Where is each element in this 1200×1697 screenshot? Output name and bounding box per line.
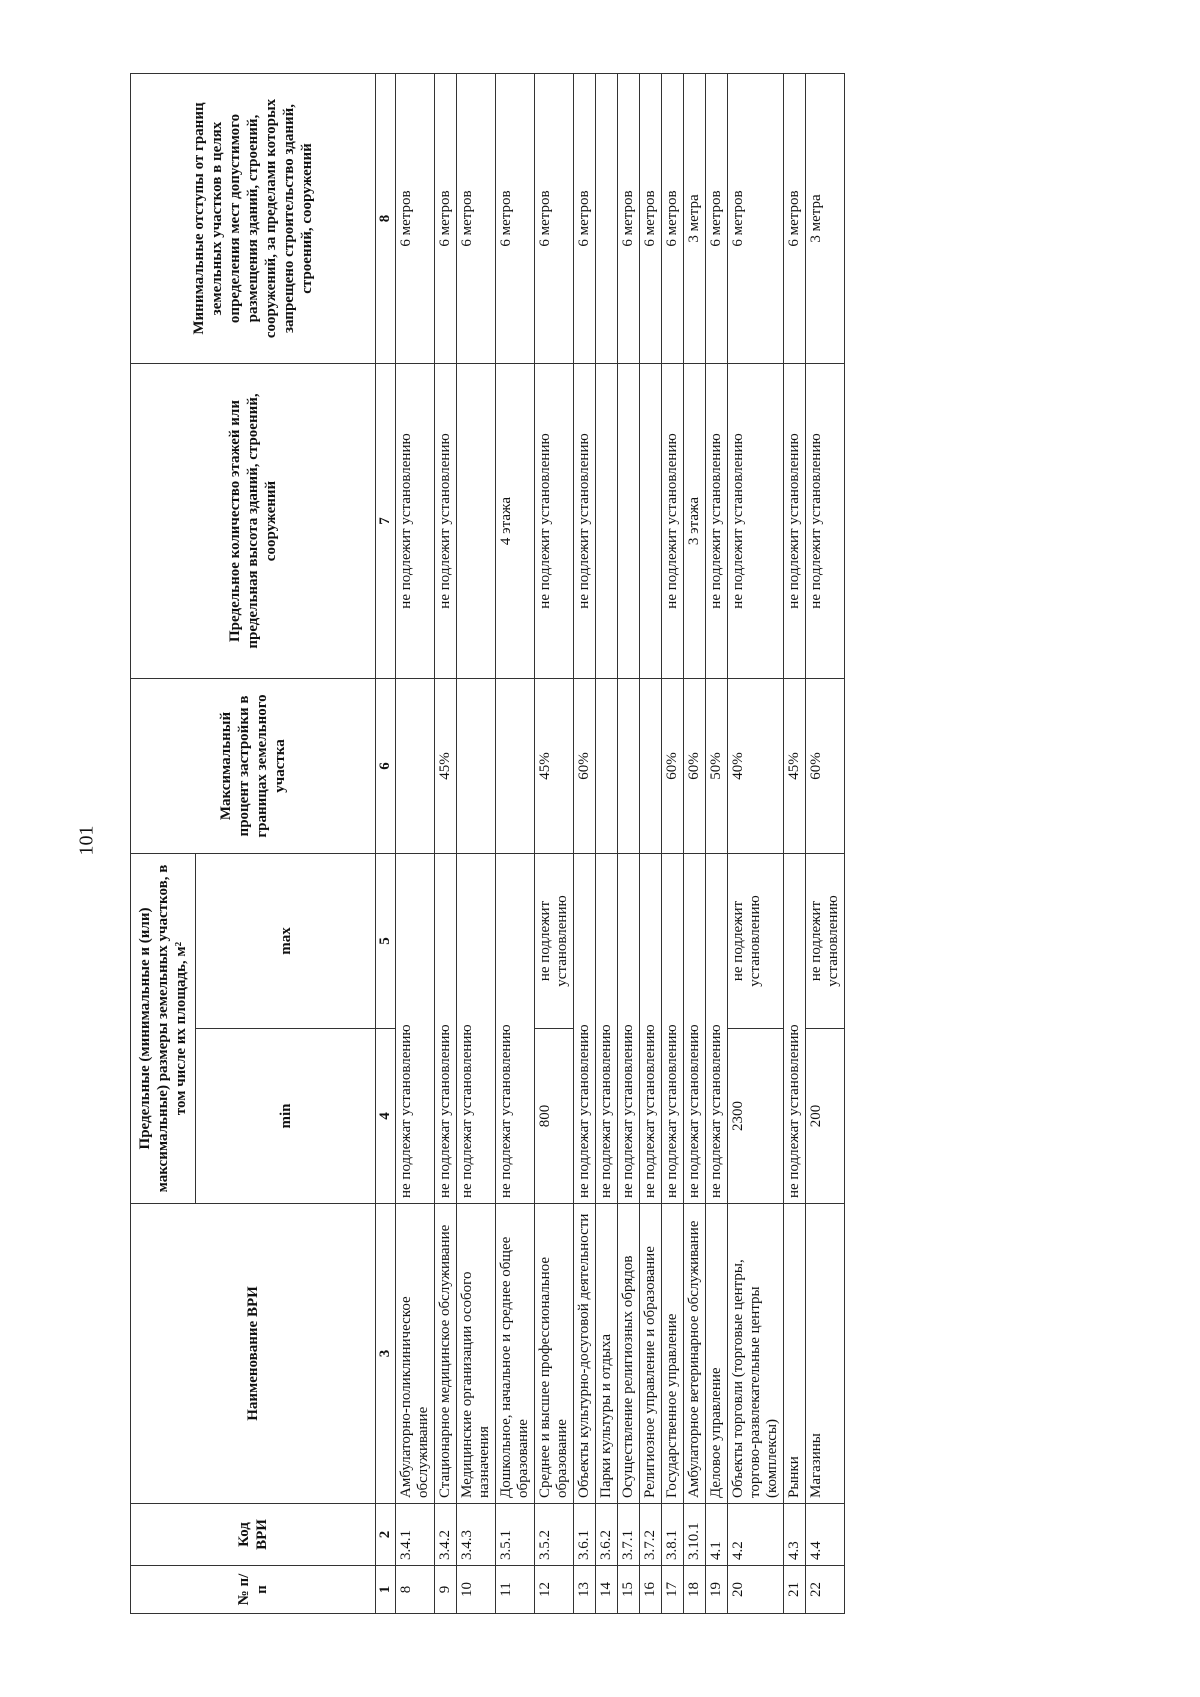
row-setback: 6 метров — [618, 74, 640, 364]
row-number: 8 — [396, 1566, 435, 1614]
row-percent: 60% — [662, 679, 684, 854]
header-floors: Предельное количество этажей или предельная высота зданий, строений, сооружений — [131, 364, 376, 679]
column-number: 3 — [376, 1204, 396, 1504]
row-min: 800 — [535, 1029, 574, 1204]
header-code: Код ВРИ — [131, 1504, 376, 1566]
row-number: 20 — [728, 1566, 784, 1614]
row-name: Деловое управление — [706, 1204, 728, 1504]
row-name: Стационарное медицинское обслуживание — [435, 1204, 457, 1504]
row-min-max: не подлежат установлению — [596, 854, 618, 1204]
row-name: Религиозное управление и образование — [640, 1204, 662, 1504]
row-setback: 6 метров — [457, 74, 496, 364]
row-min-max: не подлежат установлению — [396, 854, 435, 1204]
row-min-max: не подлежат установлению — [684, 854, 706, 1204]
row-name: Амбулаторное ветеринарное обслуживание — [684, 1204, 706, 1504]
row-number: 21 — [784, 1566, 806, 1614]
row-code: 3.6.1 — [574, 1504, 596, 1566]
row-min: 200 — [806, 1029, 845, 1204]
row-floors: не подлежит установлению — [784, 364, 806, 679]
row-code: 3.8.1 — [662, 1504, 684, 1566]
row-percent: 60% — [684, 679, 706, 854]
row-setback: 6 метров — [396, 74, 435, 364]
column-number-row — [376, 74, 396, 1614]
row-floors: не подлежит установлению — [435, 364, 457, 679]
table-row — [457, 74, 496, 1614]
row-code: 3.5.2 — [535, 1504, 574, 1566]
table-row — [806, 74, 845, 1614]
row-floors: 4 этажа — [496, 364, 535, 679]
row-percent: 45% — [784, 679, 806, 854]
row-floors — [618, 364, 640, 679]
row-setback: 6 метров — [728, 74, 784, 364]
table-row — [496, 74, 535, 1614]
header-min: min — [196, 1029, 376, 1204]
row-name: Объекты торговли (торговые центры, торгово-развлекательные центры (комплексы) — [728, 1204, 784, 1504]
row-name: Осуществление религиозных обрядов — [618, 1204, 640, 1504]
row-percent — [618, 679, 640, 854]
row-code: 4.4 — [806, 1504, 845, 1566]
header-row-1 — [131, 74, 196, 1614]
row-percent: 50% — [706, 679, 728, 854]
row-setback: 6 метров — [496, 74, 535, 364]
row-percent — [457, 679, 496, 854]
column-number: 1 — [376, 1566, 396, 1614]
row-floors: не подлежит установлению — [706, 364, 728, 679]
header-setback: Минимальные отступы от границ земельных участков в целях определения мест допустимого размещения зданий, строений, сооружений, за пределами которых запрещено строительство зданий, строений, сооружений — [131, 74, 376, 364]
row-setback: 6 метров — [435, 74, 457, 364]
row-code: 3.4.3 — [457, 1504, 496, 1566]
table-row — [662, 74, 684, 1614]
row-min: 2300 — [728, 1029, 784, 1204]
row-name: Дошкольное, начальное и среднее общее образование — [496, 1204, 535, 1504]
column-number: 7 — [376, 364, 396, 679]
row-code: 4.1 — [706, 1504, 728, 1566]
row-percent — [640, 679, 662, 854]
row-name: Объекты культурно-досуговой деятельности — [574, 1204, 596, 1504]
row-number: 14 — [596, 1566, 618, 1614]
row-percent: 60% — [806, 679, 845, 854]
row-number: 15 — [618, 1566, 640, 1614]
row-number: 10 — [457, 1566, 496, 1614]
row-number: 19 — [706, 1566, 728, 1614]
row-floors: не подлежит установлению — [396, 364, 435, 679]
row-min-max: не подлежат установлению — [618, 854, 640, 1204]
header-max: max — [196, 854, 376, 1029]
row-number: 17 — [662, 1566, 684, 1614]
row-code: 3.7.1 — [618, 1504, 640, 1566]
row-floors — [640, 364, 662, 679]
row-min-max: не подлежат установлению — [574, 854, 596, 1204]
row-max: не подлежит установлению — [535, 854, 574, 1029]
row-code: 3.10.1 — [684, 1504, 706, 1566]
table-row — [596, 74, 618, 1614]
row-name: Государственное управление — [662, 1204, 684, 1504]
row-percent — [596, 679, 618, 854]
table-row — [574, 74, 596, 1614]
column-number: 5 — [376, 854, 396, 1029]
column-number: 2 — [376, 1504, 396, 1566]
row-number: 11 — [496, 1566, 535, 1614]
row-name: Магазины — [806, 1204, 845, 1504]
row-percent — [396, 679, 435, 854]
row-percent — [496, 679, 535, 854]
row-code: 3.4.2 — [435, 1504, 457, 1566]
row-floors: не подлежит установлению — [806, 364, 845, 679]
row-number: 22 — [806, 1566, 845, 1614]
row-max: не подлежит установлению — [806, 854, 845, 1029]
row-name: Парки культуры и отдыха — [596, 1204, 618, 1504]
table-row — [435, 74, 457, 1614]
row-name: Среднее и высшее профессиональное образование — [535, 1204, 574, 1504]
table-row — [784, 74, 806, 1614]
table-row — [640, 74, 662, 1614]
row-min-max: не подлежат установлению — [496, 854, 535, 1204]
row-code: 4.2 — [728, 1504, 784, 1566]
row-setback: 6 метров — [662, 74, 684, 364]
table-row — [396, 74, 435, 1614]
row-floors — [457, 364, 496, 679]
row-floors: не подлежит установлению — [728, 364, 784, 679]
row-percent: 40% — [728, 679, 784, 854]
page-number: 101 — [75, 825, 98, 856]
row-number: 18 — [684, 1566, 706, 1614]
row-code: 3.5.1 — [496, 1504, 535, 1566]
table-row — [684, 74, 706, 1614]
row-name: Амбулаторно-поликлиническое обслуживание — [396, 1204, 435, 1504]
table-row — [706, 74, 728, 1614]
row-percent: 45% — [535, 679, 574, 854]
header-size: Предельные (минимальные и (или) максимальные) размеры земельных участков, в том числе их площадь, м² — [131, 854, 196, 1204]
row-number: 16 — [640, 1566, 662, 1614]
header-num: № п/п — [131, 1566, 376, 1614]
column-number: 8 — [376, 74, 396, 364]
row-code: 4.3 — [784, 1504, 806, 1566]
row-number: 13 — [574, 1566, 596, 1614]
header-name: Наименование ВРИ — [131, 1204, 376, 1504]
row-setback: 6 метров — [535, 74, 574, 364]
rotated-page — [130, 74, 1190, 1614]
table-row — [728, 74, 784, 1614]
row-number: 12 — [535, 1566, 574, 1614]
row-code: 3.4.1 — [396, 1504, 435, 1566]
row-min-max: не подлежат установлению — [706, 854, 728, 1204]
row-setback: 3 метра — [684, 74, 706, 364]
row-code: 3.7.2 — [640, 1504, 662, 1566]
row-name: Рынки — [784, 1204, 806, 1504]
row-min-max: не подлежат установлению — [457, 854, 496, 1204]
row-code: 3.6.2 — [596, 1504, 618, 1566]
row-percent: 60% — [574, 679, 596, 854]
column-number: 4 — [376, 1029, 396, 1204]
row-number: 9 — [435, 1566, 457, 1614]
header-percent: Максимальный процент застройки в границах земельного участка — [131, 679, 376, 854]
row-floors: не подлежит установлению — [535, 364, 574, 679]
row-max: не подлежит установлению — [728, 854, 784, 1029]
row-min-max: не подлежат установлению — [662, 854, 684, 1204]
row-setback: 6 метров — [640, 74, 662, 364]
row-min-max: не подлежат установлению — [640, 854, 662, 1204]
row-setback: 6 метров — [784, 74, 806, 364]
row-floors — [596, 364, 618, 679]
row-floors: не подлежит установлению — [574, 364, 596, 679]
row-min-max: не подлежат установлению — [435, 854, 457, 1204]
zoning-parameters-table — [130, 73, 845, 1614]
row-percent: 45% — [435, 679, 457, 854]
row-min-max: не подлежат установлению — [784, 854, 806, 1204]
row-floors: 3 этажа — [684, 364, 706, 679]
row-floors: не подлежит установлению — [662, 364, 684, 679]
row-setback: 6 метров — [574, 74, 596, 364]
table-row — [535, 74, 574, 1614]
table-row — [618, 74, 640, 1614]
row-setback — [596, 74, 618, 364]
column-number: 6 — [376, 679, 396, 854]
row-setback: 3 метра — [806, 74, 845, 364]
row-setback: 6 метров — [706, 74, 728, 364]
row-name: Медицинские организации особого назначения — [457, 1204, 496, 1504]
